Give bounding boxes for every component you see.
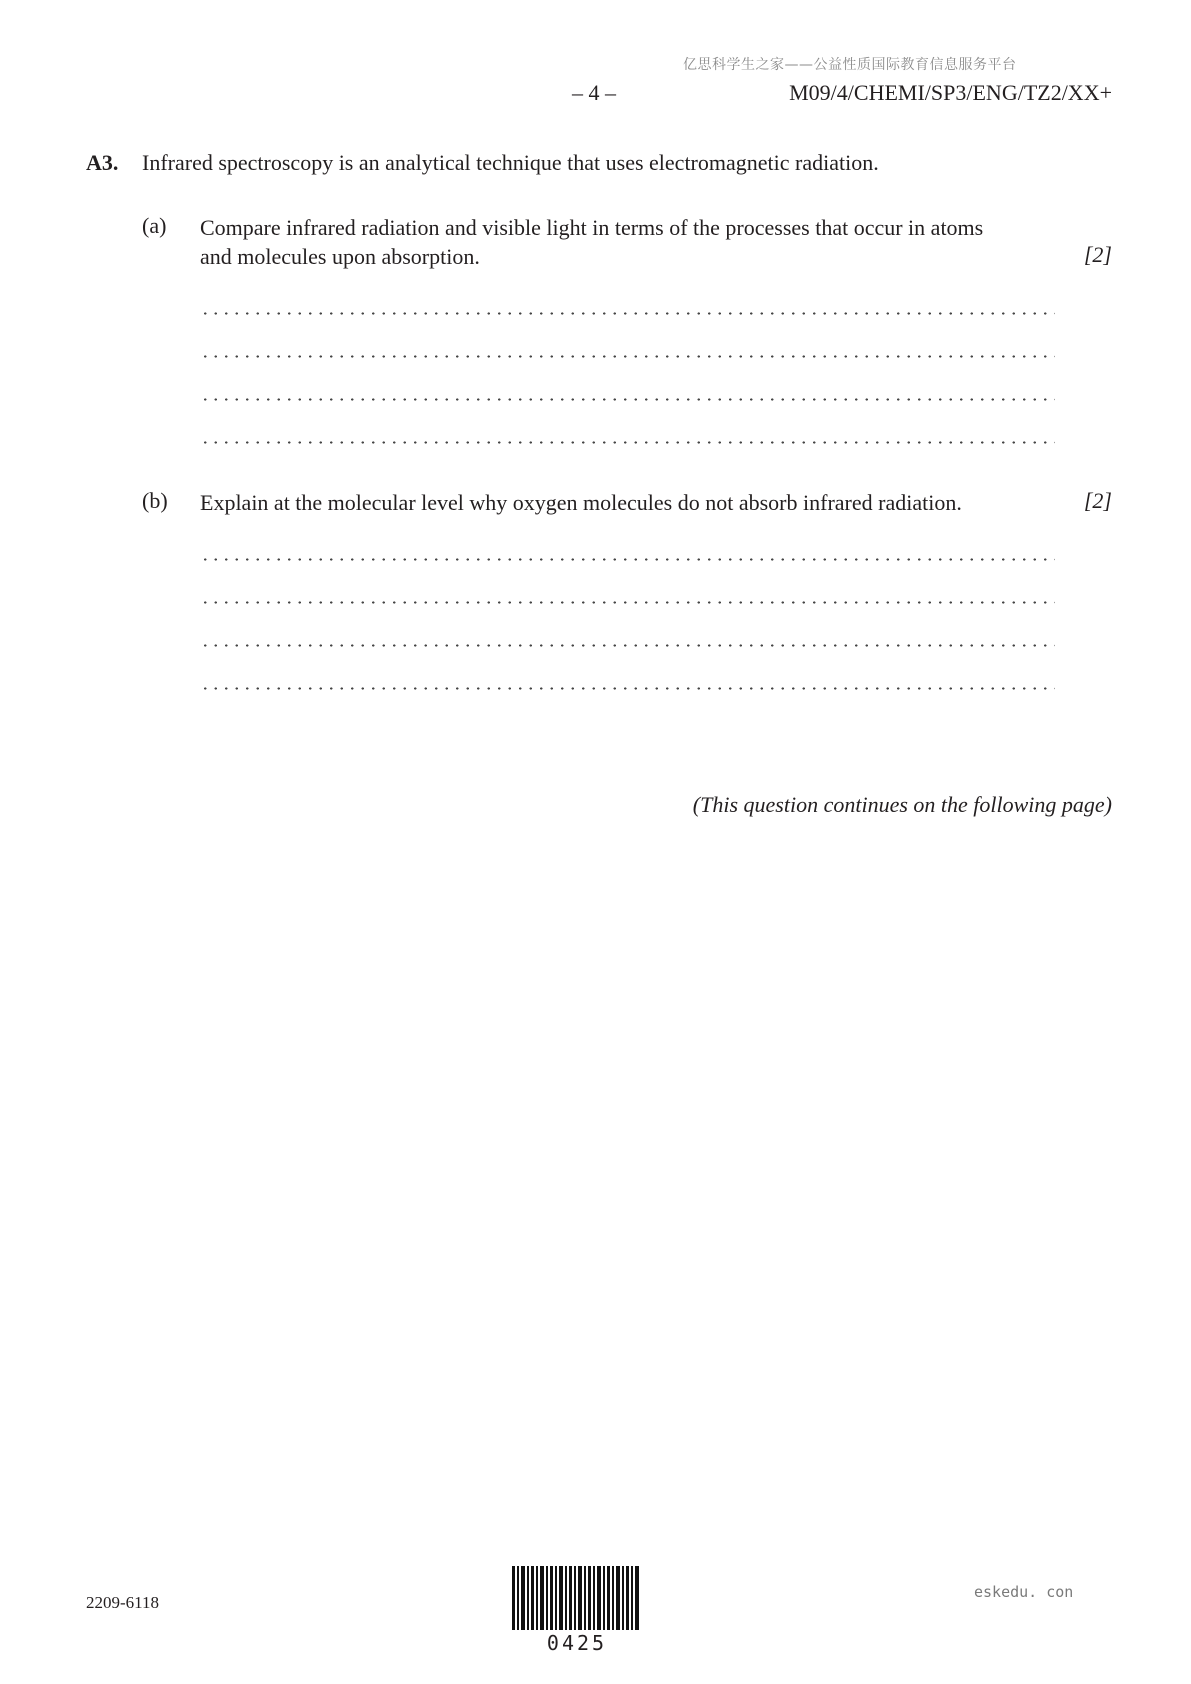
barcode-number: 0425 bbox=[546, 1631, 608, 1655]
part-a-text-line-1: Compare infrared radiation and visible light in terms of the processes that occur in atoms bbox=[200, 215, 984, 240]
part-a-answer-line-2[interactable] bbox=[200, 355, 1055, 358]
part-b-marks: [2] bbox=[1083, 488, 1112, 513]
part-b-label: (b) bbox=[142, 488, 168, 513]
footer-code: 2209-6118 bbox=[86, 1593, 160, 1612]
continues-note: (This question continues on the following page) bbox=[692, 792, 1112, 817]
part-b-answer-line-2[interactable] bbox=[200, 601, 1055, 604]
part-a-text-line-2: and molecules upon absorption. bbox=[200, 244, 480, 269]
part-a-answer-line-1[interactable] bbox=[200, 312, 1055, 315]
part-b-answer-line-4[interactable] bbox=[200, 687, 1055, 690]
part-b-text: Explain at the molecular level why oxygen molecules do not absorb infrared radiation. bbox=[200, 490, 962, 515]
part-b-answer-line-1[interactable] bbox=[200, 558, 1055, 561]
barcode-icon bbox=[512, 1566, 642, 1630]
part-b-answer-line-3[interactable] bbox=[200, 644, 1055, 647]
part-a-answer-line-3[interactable] bbox=[200, 398, 1055, 401]
paper-code: M09/4/CHEMI/SP3/ENG/TZ2/XX+ bbox=[789, 80, 1112, 105]
part-a-marks: [2] bbox=[1083, 242, 1112, 267]
part-a-answer-line-4[interactable] bbox=[200, 441, 1055, 444]
question-number: A3. bbox=[86, 150, 119, 175]
page-number: – 4 – bbox=[572, 80, 616, 105]
question-stem: Infrared spectroscopy is an analytical technique that uses electromagnetic radiation. bbox=[142, 150, 879, 175]
part-a-label: (a) bbox=[142, 213, 167, 238]
footer-watermark: eskedu. con bbox=[974, 1583, 1074, 1601]
header-watermark: 亿思科学生之家——公益性质国际教育信息服务平台 bbox=[683, 57, 1017, 73]
part-a-text bbox=[200, 213, 1060, 271]
